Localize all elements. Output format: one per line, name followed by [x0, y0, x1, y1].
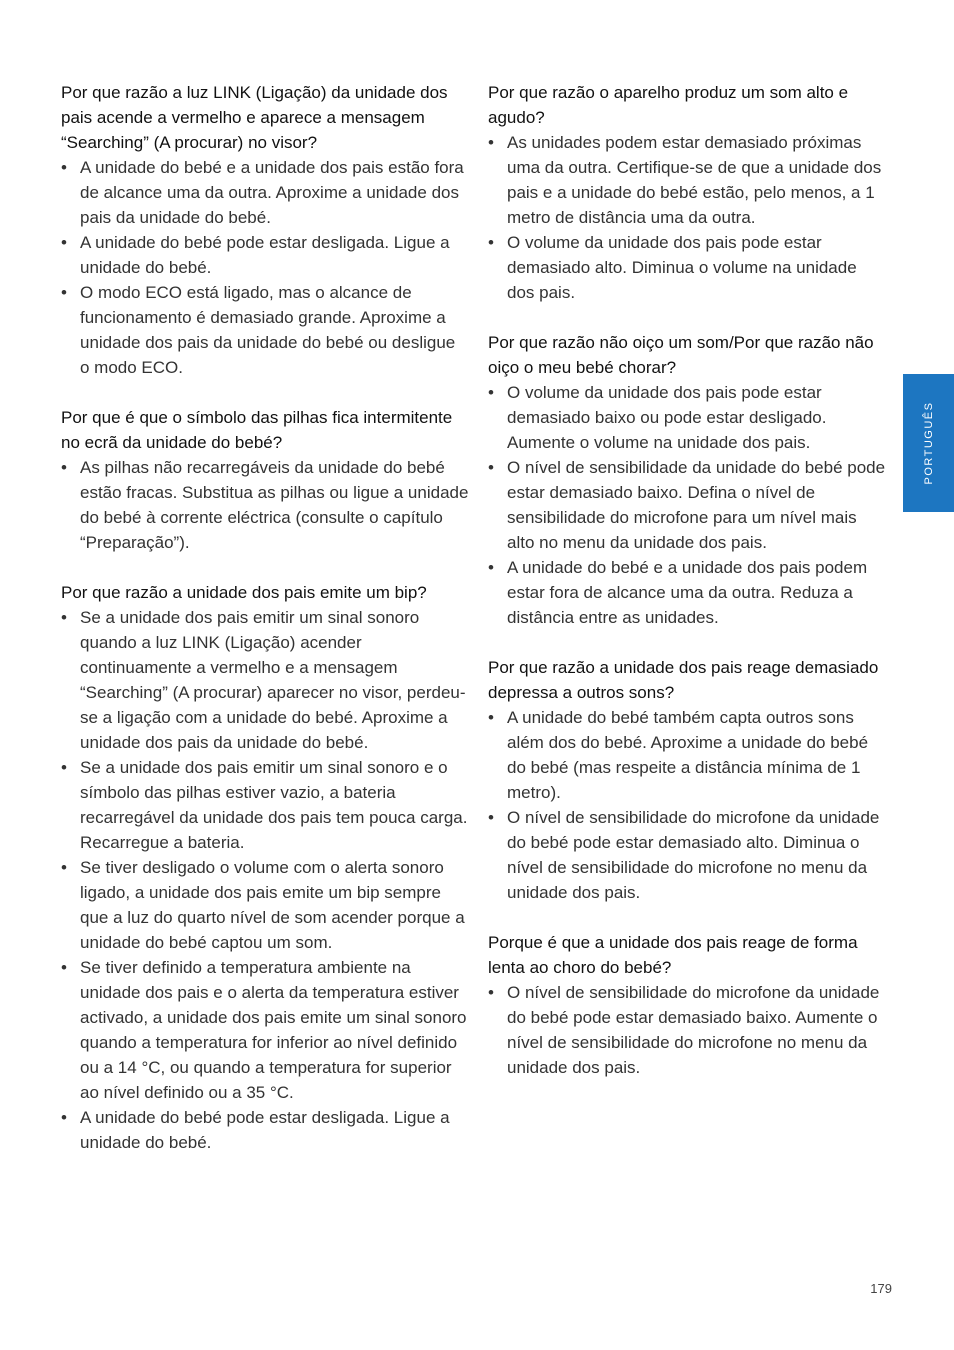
- faq-answer-item: • A unidade do bebé e a unidade dos pais estão fora de alcance uma da outra. Aproxime a unidade dos pais da unidade do bebé.: [61, 155, 469, 230]
- faq-answer-item: • Se a unidade dos pais emitir um sinal sonoro quando a luz LINK (Ligação) acender continuamente a vermelho e a mensagem “Searching” (A procurar) aparecer no visor, perdeu-se a ligação com a unidade do bebé. Aproxime a unidade dos pais da unidade do bebé.: [61, 605, 469, 755]
- faq-section: [488, 655, 888, 905]
- faq-section: [61, 80, 469, 380]
- faq-section: [488, 330, 888, 630]
- faq-question: Por que razão a unidade dos pais emite um bip?: [61, 583, 427, 602]
- page-number: 179: [870, 1281, 892, 1296]
- faq-answer-item: • A unidade do bebé pode estar desligada. Ligue a unidade do bebé.: [61, 1105, 469, 1155]
- language-tab: [903, 374, 954, 512]
- faq-answer-item: • As pilhas não recarregáveis da unidade do bebé estão fracas. Substitua as pilhas ou ligue a unidade do bebé à corrente eléctrica (consulte o capítulo “Preparação”).: [61, 455, 469, 555]
- faq-section: [61, 405, 469, 555]
- faq-answer-item: • As unidades podem estar demasiado próximas uma da outra. Certifique-se de que a unidade dos pais e a unidade do bebé estão, pelo menos, a 1 metro de distância uma da outra.: [488, 130, 888, 230]
- faq-answer-list: [488, 130, 888, 305]
- faq-question: Por que razão não oiço um som/Por que razão não oiço o meu bebé chorar?: [488, 333, 874, 377]
- faq-answer-item: • O nível de sensibilidade da unidade do bebé pode estar demasiado baixo. Defina o nível de sensibilidade do microfone para um nível mais alto no menu da unidade dos pais.: [488, 455, 888, 555]
- faq-answer-list: [61, 155, 469, 380]
- faq-question: Porque é que a unidade dos pais reage de forma lenta ao choro do bebé?: [488, 933, 858, 977]
- faq-answer-item: • O nível de sensibilidade do microfone da unidade do bebé pode estar demasiado alto. Diminua o nível de sensibilidade do microfone no menu da unidade dos pais.: [488, 805, 888, 905]
- faq-answer-item: • A unidade do bebé também capta outros sons além dos do bebé. Aproxime a unidade do bebé do bebé (mas respeite a distância mínima de 1 metro).: [488, 705, 888, 805]
- faq-answer-item: • Se tiver desligado o volume com o alerta sonoro ligado, a unidade dos pais emite um bip sempre que a luz do quarto nível de som acender porque a unidade do bebé captou um som.: [61, 855, 469, 955]
- language-tab-label: PORTUGUÊS: [922, 401, 935, 485]
- faq-answer-list: [61, 605, 469, 1155]
- faq-question: Por que razão a unidade dos pais reage demasiado depressa a outros sons?: [488, 658, 879, 702]
- faq-section: [488, 930, 888, 1080]
- faq-answer-list: [488, 705, 888, 905]
- faq-question: Por que razão a luz LINK (Ligação) da unidade dos pais acende a vermelho e aparece a mensagem “Searching” (A procurar) no visor?: [61, 83, 448, 152]
- faq-answer-item: • O nível de sensibilidade do microfone da unidade do bebé pode estar demasiado baixo. Aumente o nível de sensibilidade do microfone no menu da unidade dos pais.: [488, 980, 888, 1080]
- faq-answer-item: • O volume da unidade dos pais pode estar demasiado alto. Diminua o volume na unidade dos pais.: [488, 230, 888, 305]
- faq-answer-item: • O modo ECO está ligado, mas o alcance de funcionamento é demasiado grande. Aproxime a unidade dos pais da unidade do bebé ou desligue o modo ECO.: [61, 280, 469, 380]
- faq-answer-item: • A unidade do bebé e a unidade dos pais podem estar fora de alcance uma da outra. Reduza a distância entre as unidades.: [488, 555, 888, 630]
- faq-answer-item: • O volume da unidade dos pais pode estar demasiado baixo ou pode estar desligado. Aumente o volume na unidade dos pais.: [488, 380, 888, 455]
- faq-answer-item: • A unidade do bebé pode estar desligada. Ligue a unidade do bebé.: [61, 230, 469, 280]
- faq-answer-list: [488, 380, 888, 630]
- faq-answer-list: [61, 455, 469, 555]
- faq-question: Por que é que o símbolo das pilhas fica intermitente no ecrã da unidade do bebé?: [61, 408, 453, 452]
- faq-answer-item: • Se tiver definido a temperatura ambiente na unidade dos pais e o alerta da temperatura estiver activado, a unidade dos pais emite um sinal sonoro quando a temperatura for inferior ao nível definido ou a 14 °C, ou quando a temperatura for superior ao nível definido ou a 35 °C.: [61, 955, 469, 1105]
- right-column: [488, 80, 888, 1105]
- faq-section: [61, 580, 469, 1155]
- faq-answer-list: [488, 980, 888, 1080]
- faq-section: [488, 80, 888, 305]
- faq-answer-item: • Se a unidade dos pais emitir um sinal sonoro e o símbolo das pilhas estiver vazio, a bateria recarregável da unidade dos pais tem pouca carga. Recarregue a bateria.: [61, 755, 469, 855]
- left-column: [61, 80, 469, 1180]
- faq-question: Por que razão o aparelho produz um som alto e agudo?: [488, 83, 849, 127]
